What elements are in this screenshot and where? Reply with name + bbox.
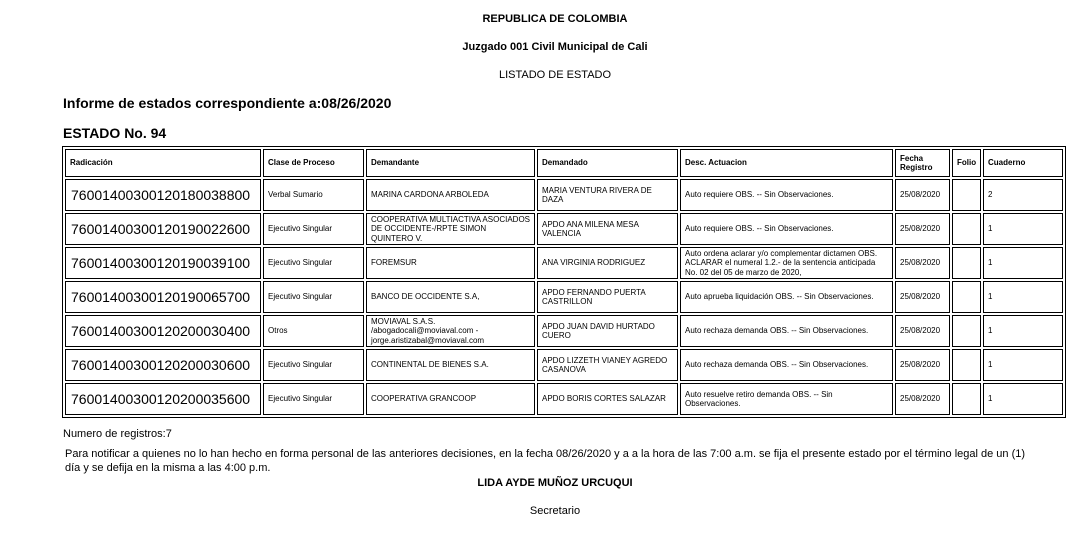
cell-folio bbox=[952, 383, 981, 415]
header-court: Juzgado 001 Civil Municipal de Cali bbox=[462, 41, 648, 53]
cell-fecha: 25/08/2020 bbox=[895, 247, 950, 279]
cell-cuaderno: 1 bbox=[983, 349, 1063, 381]
table-row bbox=[65, 349, 1063, 381]
cell-demandado: APDO FERNANDO PUERTA CASTRILLON bbox=[537, 281, 678, 313]
cell-demandante: BANCO DE OCCIDENTE S.A, bbox=[366, 281, 535, 313]
cell-folio bbox=[952, 349, 981, 381]
cell-clase: Ejecutivo Singular bbox=[263, 349, 364, 381]
table-row bbox=[65, 247, 1063, 279]
cell-folio bbox=[952, 247, 981, 279]
col-header-folio: Folio bbox=[952, 149, 981, 177]
cell-clase: Ejecutivo Singular bbox=[263, 281, 364, 313]
cell-radicacion: 76001400300120200030600 bbox=[65, 349, 261, 381]
cell-radicacion: 76001400300120200030400 bbox=[65, 315, 261, 347]
cell-folio bbox=[952, 315, 981, 347]
col-header-demandado: Demandado bbox=[537, 149, 678, 177]
cell-demandante: CONTINENTAL DE BIENES S.A. bbox=[366, 349, 535, 381]
cell-demandado: APDO LIZZETH VIANEY AGREDO CASANOVA bbox=[537, 349, 678, 381]
table-row bbox=[65, 281, 1063, 313]
signer-name: LIDA AYDE MUÑOZ URCUQUI bbox=[477, 477, 633, 489]
table-row bbox=[65, 383, 1063, 415]
cell-fecha: 25/08/2020 bbox=[895, 315, 950, 347]
cell-cuaderno: 1 bbox=[983, 247, 1063, 279]
cell-radicacion: 76001400300120180038800 bbox=[65, 179, 261, 211]
cell-actuacion: Auto resuelve retiro demanda OBS. -- Sin Observaciones. bbox=[680, 383, 893, 415]
record-count: Numero de registros:7 bbox=[63, 428, 172, 440]
estado-table bbox=[62, 146, 1066, 418]
cell-radicacion: 76001400300120190039100 bbox=[65, 247, 261, 279]
cell-cuaderno: 1 bbox=[983, 383, 1063, 415]
table-row bbox=[65, 315, 1063, 347]
signer-role: Secretario bbox=[529, 505, 581, 517]
col-header-clase: Clase de Proceso bbox=[263, 149, 364, 177]
cell-clase: Ejecutivo Singular bbox=[263, 383, 364, 415]
cell-radicacion: 76001400300120190065700 bbox=[65, 281, 261, 313]
cell-cuaderno: 2 bbox=[983, 179, 1063, 211]
table-header-row bbox=[65, 149, 1063, 177]
cell-fecha: 25/08/2020 bbox=[895, 349, 950, 381]
cell-demandante: COOPERATIVA MULTIACTIVA ASOCIADOS DE OCCIDENTE-/RPTE SIMON QUINTERO V. bbox=[366, 213, 535, 245]
cell-actuacion: Auto requiere OBS. -- Sin Observaciones. bbox=[680, 213, 893, 245]
col-header-demandante: Demandante bbox=[366, 149, 535, 177]
cell-demandado: APDO BORIS CORTES SALAZAR bbox=[537, 383, 678, 415]
cell-demandado: APDO JUAN DAVID HURTADO CUERO bbox=[537, 315, 678, 347]
cell-demandante: MOVIAVAL S.A.S. /abogadocali@moviaval.com - jorge.aristizabal@moviaval.com bbox=[366, 315, 535, 347]
cell-demandante: MARINA CARDONA ARBOLEDA bbox=[366, 179, 535, 211]
cell-fecha: 25/08/2020 bbox=[895, 179, 950, 211]
header-listing: LISTADO DE ESTADO bbox=[498, 69, 612, 81]
table-row bbox=[65, 213, 1063, 245]
cell-cuaderno: 1 bbox=[983, 213, 1063, 245]
cell-fecha: 25/08/2020 bbox=[895, 213, 950, 245]
notice-text: Para notificar a quienes no lo han hecho en forma personal de las anteriores decisiones, en la fecha 08/26/2020 y a a la hora de las 7:00 a.m. se fija el presente estado por el término legal de un (1) día y se defija en la misma a las 4:00 p.m. bbox=[65, 448, 1026, 474]
cell-cuaderno: 1 bbox=[983, 315, 1063, 347]
estado-table-container bbox=[62, 146, 1080, 418]
cell-actuacion: Auto requiere OBS. -- Sin Observaciones. bbox=[680, 179, 893, 211]
estado-label: ESTADO No. 94 bbox=[63, 125, 167, 141]
cell-radicacion: 76001400300120190022600 bbox=[65, 213, 261, 245]
cell-clase: Verbal Sumario bbox=[263, 179, 364, 211]
cell-demandante: COOPERATIVA GRANCOOP bbox=[366, 383, 535, 415]
cell-folio bbox=[952, 213, 981, 245]
cell-fecha: 25/08/2020 bbox=[895, 383, 950, 415]
col-header-fecha: Fecha Registro bbox=[895, 149, 950, 177]
cell-cuaderno: 1 bbox=[983, 281, 1063, 313]
cell-clase: Otros bbox=[263, 315, 364, 347]
cell-actuacion: Auto rechaza demanda OBS. -- Sin Observaciones. bbox=[680, 349, 893, 381]
table-row bbox=[65, 179, 1063, 211]
cell-clase: Ejecutivo Singular bbox=[263, 247, 364, 279]
col-header-cuaderno: Cuaderno bbox=[983, 149, 1063, 177]
cell-demandado: ANA VIRGINIA RODRIGUEZ bbox=[537, 247, 678, 279]
cell-actuacion: Auto ordena aclarar y/o complementar dictamen OBS. ACLARAR el numeral 1.2.- de la sentencia anticipada No. 02 del 05 de marzo de 2020, bbox=[680, 247, 893, 279]
col-header-radicacion: Radicación bbox=[65, 149, 261, 177]
cell-demandante: FOREMSUR bbox=[366, 247, 535, 279]
cell-clase: Ejecutivo Singular bbox=[263, 213, 364, 245]
cell-radicacion: 76001400300120200035600 bbox=[65, 383, 261, 415]
col-header-actuacion: Desc. Actuacion bbox=[680, 149, 893, 177]
header-country: REPUBLICA DE COLOMBIA bbox=[482, 13, 628, 25]
cell-demandado: MARIA VENTURA RIVERA DE DAZA bbox=[537, 179, 678, 211]
cell-folio bbox=[952, 281, 981, 313]
cell-demandado: APDO ANA MILENA MESA VALENCIA bbox=[537, 213, 678, 245]
report-title: Informe de estados correspondiente a:08/26/2020 bbox=[63, 95, 392, 111]
cell-actuacion: Auto aprueba liquidación OBS. -- Sin Observaciones. bbox=[680, 281, 893, 313]
cell-actuacion: Auto rechaza demanda OBS. -- Sin Observaciones. bbox=[680, 315, 893, 347]
cell-folio bbox=[952, 179, 981, 211]
cell-fecha: 25/08/2020 bbox=[895, 281, 950, 313]
